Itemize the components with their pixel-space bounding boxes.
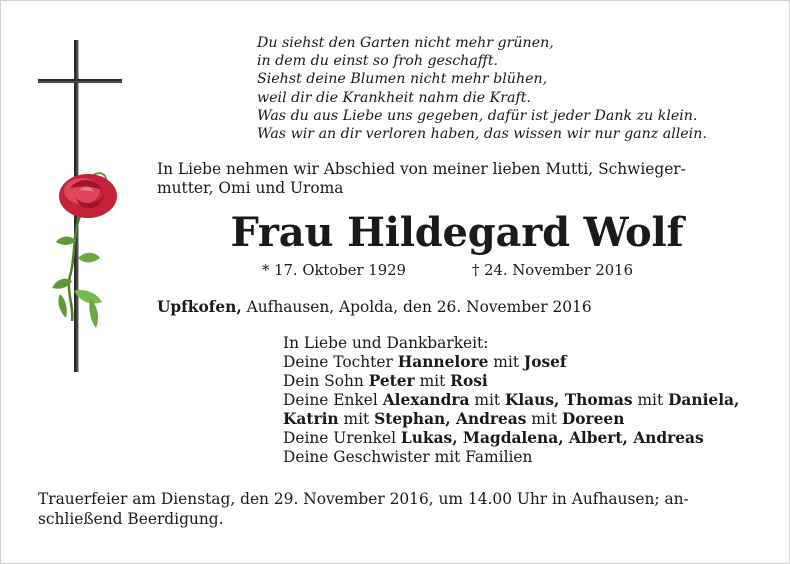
place-rest: Aufhausen, Apolda, den 26. November 2016	[241, 298, 592, 316]
funeral-info	[38, 490, 689, 529]
mourner-name: Rosi	[450, 372, 488, 390]
text: Deine Urenkel	[283, 429, 401, 447]
place-main: Upfkofen,	[157, 298, 242, 316]
intro-text	[157, 160, 757, 198]
deceased-name: Frau Hildegard Wolf	[230, 209, 684, 256]
mourner-name: Josef	[523, 353, 567, 371]
intro-line: mutter, Omi und Uroma	[157, 179, 344, 197]
text: mit	[469, 391, 505, 409]
mourner-line-son	[283, 372, 739, 391]
death-date: † 24. November 2016	[472, 262, 634, 279]
text: mit	[632, 391, 669, 409]
cross-with-rose-icon	[30, 36, 128, 376]
mourner-line-grandchildren	[283, 391, 739, 410]
mourner-name: Alexandra	[382, 391, 470, 409]
text: mit	[338, 410, 375, 428]
mourner-name: Peter	[368, 372, 415, 390]
place-date-line	[157, 298, 592, 317]
mourner-name: Stephan, Andreas	[374, 410, 527, 428]
rose-icon	[52, 173, 117, 328]
mourner-line-siblings: Deine Geschwister mit Familien	[283, 448, 533, 466]
mourner-name: Klaus, Thomas	[504, 391, 633, 409]
poem-line: weil dir die Krankheit nahm die Kraft.	[257, 89, 531, 106]
poem-line: in dem du einst so froh geschafft.	[257, 53, 499, 70]
poem-line: Siehst deine Blumen nicht mehr blühen,	[257, 71, 548, 88]
intro-line: In Liebe nehmen wir Abschied von meiner lieben Mutti, Schwieger-	[157, 160, 686, 178]
text: Deine Enkel	[283, 391, 383, 409]
poem-line: Was wir an dir verloren haben, das wissen wir nur ganz allein.	[257, 126, 707, 143]
mourners-list	[283, 334, 739, 467]
funeral-line: Trauerfeier am Dienstag, den 29. November 2016, um 14.00 Uhr in Aufhausen; an-	[38, 490, 689, 508]
text: Dein Sohn	[283, 372, 369, 390]
birth-date: * 17. Oktober 1929	[262, 262, 406, 279]
mourner-name: Hannelore	[397, 353, 489, 371]
text: mit	[526, 410, 562, 428]
mourner-line-great-grandchildren	[283, 429, 739, 448]
poem	[257, 34, 707, 143]
poem-line: Was du aus Liebe uns gegeben, dafür ist jeder Dank zu klein.	[257, 107, 698, 124]
text: mit	[488, 353, 524, 371]
mourner-name: Lukas, Magdalena, Albert, Andreas	[400, 429, 704, 447]
mourner-name: Doreen	[561, 410, 625, 428]
mourner-name: Daniela,	[668, 391, 740, 409]
mourners-intro: In Liebe und Dankbarkeit:	[283, 334, 489, 352]
poem-line: Du siehst den Garten nicht mehr grünen,	[257, 35, 554, 51]
text: Deine Tochter	[283, 353, 398, 371]
mourner-name: Katrin	[283, 410, 339, 428]
funeral-line: schließend Beerdigung.	[38, 509, 224, 528]
mourner-line-grandchildren-cont	[283, 410, 739, 429]
text: mit	[414, 372, 451, 390]
mourner-line-daughter	[283, 353, 739, 372]
